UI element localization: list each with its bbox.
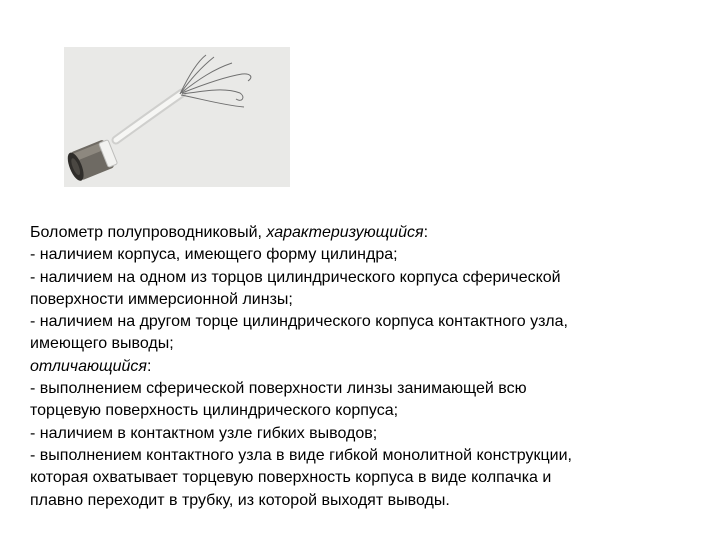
- text-line: - наличием корпуса, имеющего форму цилиндра;: [30, 246, 398, 264]
- text-line: которая охватывает торцевую поверхность корпуса в виде колпачка и: [30, 469, 552, 487]
- distinguishing-italic: отличающийся: [30, 357, 147, 375]
- text-line: - выполнением контактного узла в виде гибкой монолитной конструкции,: [30, 446, 572, 464]
- title-suffix: :: [423, 224, 429, 241]
- text-line: поверхности иммерсионной линзы;: [30, 290, 293, 308]
- text-line: имеющего выводы;: [30, 335, 174, 353]
- text-line: - наличием на одном из торцов цилиндрического корпуса сферической: [30, 268, 561, 286]
- bolometer-description: [30, 222, 670, 512]
- text-line: - наличием на другом торце цилиндрического корпуса контактного узла,: [30, 313, 568, 331]
- distinguishing-suffix: :: [146, 357, 152, 375]
- title-italic: характеризующийся: [266, 224, 424, 241]
- text-line: плавно переходит в трубку, из которой выходят выводы.: [30, 491, 450, 509]
- text-line: торцевую поверхность цилиндрического корпуса;: [30, 402, 399, 420]
- title-prefix: Болометр полупроводниковый,: [30, 224, 267, 241]
- bolometer-photo: [64, 47, 290, 187]
- text-line: - выполнением сферической поверхности линзы занимающей всю: [30, 380, 527, 398]
- title-line: [30, 222, 670, 244]
- text-line: - наличием в контактном узле гибких выводов;: [30, 424, 378, 442]
- distinguishing-line: [30, 356, 670, 378]
